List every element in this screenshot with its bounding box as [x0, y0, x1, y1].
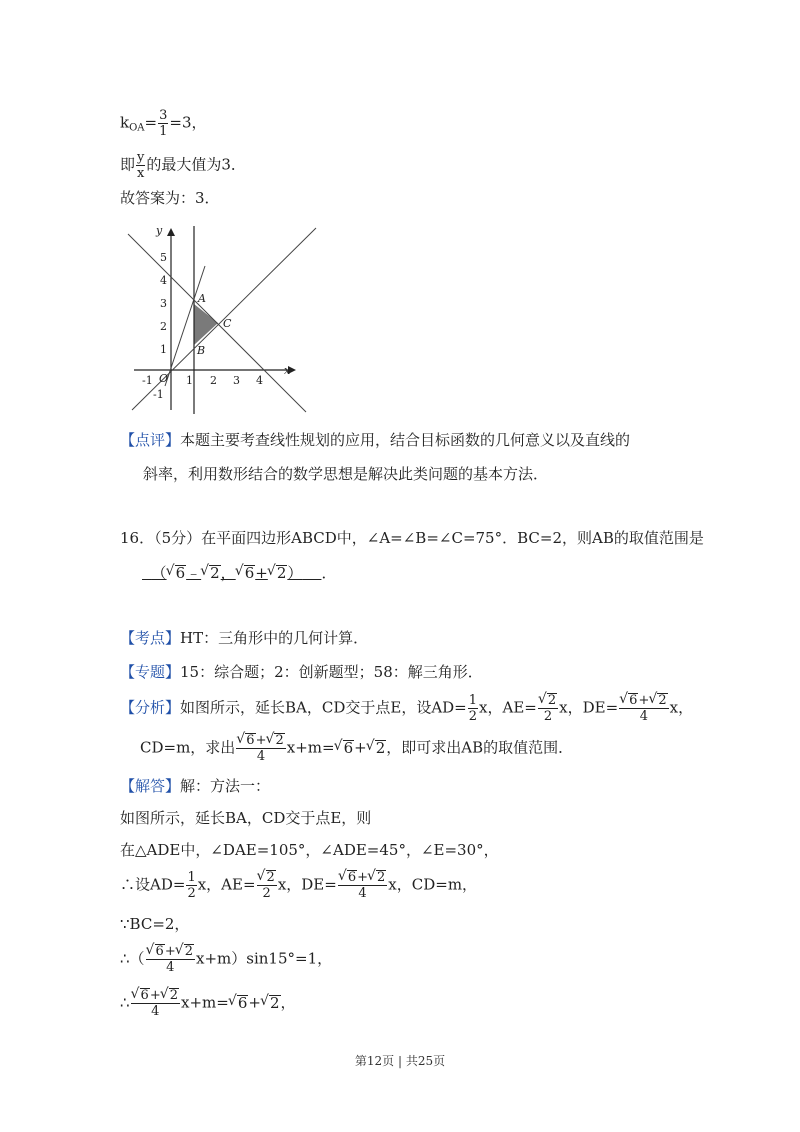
review-line-1 [120, 430, 630, 450]
q16-answer [142, 563, 336, 583]
page-footer: 第12页 | 共25页 [354, 1054, 446, 1068]
y-tick: 2 [160, 320, 167, 333]
plus: + [149, 988, 161, 1003]
sqrt-2: √ 2 [274, 733, 284, 748]
text: x+m= [181, 993, 229, 1012]
answer-blank [142, 564, 321, 582]
comma: ， [220, 564, 236, 582]
zhuanti-tag: 【专题】 [120, 663, 181, 681]
num [146, 944, 195, 960]
sqrt-6: √ 6 [245, 733, 255, 748]
frac-r2-2 [538, 693, 558, 724]
text: x，AE= [479, 698, 537, 717]
solution-line-6 [120, 988, 296, 1019]
x-axis-label: x [284, 364, 291, 377]
y-axis-label: y [156, 224, 163, 237]
solution-line-2: 在△ADE中，∠DAE=105°，∠ADE=45°，∠E=30°， [120, 841, 499, 859]
den: 4 [358, 886, 367, 901]
frac-1-2 [186, 870, 196, 901]
max-value-line [120, 150, 246, 181]
k-frac [158, 108, 168, 139]
den: 2 [187, 886, 196, 901]
x-tick: 2 [210, 374, 217, 387]
num: 1 [468, 693, 478, 708]
sqrt-2: √ 2 [276, 565, 288, 580]
solution-line-1: 如图所示，延长BA，CD交于点E，则 [120, 809, 372, 827]
sqrt-6: √ 6 [347, 870, 357, 885]
den: 2 [543, 709, 553, 724]
text: CD=m，求出 [140, 738, 236, 757]
sqrt-2: √ 2 [169, 988, 179, 1003]
plus: + [255, 564, 268, 582]
plus: + [248, 993, 261, 1012]
point-c-label: C [223, 317, 232, 330]
q16-stem: 16．（5分）在平面四边形ABCD中，∠A=∠B=∠C=75°．BC=2，则AB的取值范围是 [120, 529, 704, 547]
review-text: 本题主要考查线性规划的应用，结合目标函数的几何意义以及直线的 [180, 431, 631, 449]
point-a-label: A [198, 292, 206, 305]
sqrt-6: √ 6 [244, 565, 256, 580]
sqrt-6: √ 6 [140, 988, 150, 1003]
frac-1-2 [468, 693, 478, 724]
frac-r6r2-4 [619, 693, 668, 724]
sqrt-6: √ 6 [175, 565, 187, 580]
fenxi-line-1 [120, 693, 693, 724]
plus: + [354, 738, 367, 757]
den: x [137, 166, 145, 181]
den: 2 [262, 886, 271, 901]
plus: + [164, 944, 176, 959]
frac-r6r2-4 [146, 944, 195, 975]
x-tick: -1 [142, 374, 153, 387]
review-line-2: 斜率，利用数形结合的数学思想是解决此类问题的基本方法． [143, 465, 549, 483]
den: 1 [159, 124, 168, 139]
num: 3 [159, 108, 168, 123]
period: ． [321, 564, 337, 582]
text: x，DE= [559, 698, 619, 717]
num: y [137, 150, 145, 165]
den: 4 [166, 960, 175, 975]
sqrt-2: √ 2 [547, 693, 557, 708]
solution-line-5 [120, 944, 332, 975]
num [131, 988, 180, 1004]
text: x， [669, 698, 694, 717]
sqrt-2: √ 2 [184, 944, 194, 959]
solution-line-4: ∵BC=2， [120, 915, 190, 933]
zhuanti-text: 15：综合题；2：创新题型；58：解三角形． [180, 663, 483, 681]
fenxi-tag: 【分析】 [120, 698, 181, 717]
jieda-line [120, 776, 270, 796]
yx-frac [136, 150, 145, 181]
text: x，CD=m， [388, 875, 478, 894]
y-arrow [167, 228, 175, 236]
answer-line: 故答案为：3． [120, 189, 220, 207]
text: ，即可求出AB的取值范围． [386, 738, 574, 757]
sqrt-2: √ 2 [375, 740, 387, 755]
num [236, 733, 285, 749]
plus: + [255, 733, 267, 748]
suffix: 的最大值为3． [146, 155, 246, 174]
kaodian-tag: 【考点】 [120, 629, 181, 647]
sqrt-6: √ 6 [343, 740, 355, 755]
kaodian-line [120, 628, 368, 648]
den: 2 [468, 709, 478, 724]
sqrt-2: √ 2 [657, 693, 667, 708]
plus: + [357, 870, 369, 885]
den: 4 [151, 1004, 160, 1019]
text: ∴设AD= [120, 875, 186, 894]
text: ∴（ [120, 949, 145, 968]
frac-r2-2 [257, 870, 277, 901]
origin-label: O [159, 372, 169, 385]
eq: = [144, 113, 158, 132]
sqrt-2: √ 2 [269, 995, 281, 1010]
num [338, 870, 387, 886]
plus: + [638, 693, 650, 708]
y-tick: 1 [160, 343, 167, 356]
prefix: 即 [120, 155, 136, 174]
y-tick: 5 [160, 251, 167, 264]
sqrt-6: √ 6 [155, 944, 165, 959]
zhuanti-line [120, 662, 483, 682]
text: 如图所示，延长BA，CD交于点E，设AD= [180, 698, 467, 717]
y-tick: 3 [160, 297, 167, 310]
text: x，DE= [277, 875, 337, 894]
k-result: =3， [169, 113, 207, 132]
sqrt-2: √ 2 [209, 565, 221, 580]
frac-r6r2-4 [236, 733, 285, 764]
feasible-region-graph [120, 222, 325, 417]
text: ， [280, 993, 296, 1012]
kaodian-text: HT：三角形中的几何计算． [180, 629, 369, 647]
x-tick: 1 [186, 374, 193, 387]
y-tick: -1 [153, 388, 164, 401]
k-label: k [120, 113, 130, 132]
sqrt-2: √ 2 [376, 870, 386, 885]
jieda-intro: 解：方法一： [180, 777, 271, 795]
line-descending [128, 234, 306, 412]
k-sub: OA [129, 122, 145, 134]
x-tick: 3 [233, 374, 240, 387]
feasible-region [194, 304, 218, 345]
frac-r6r2-4 [131, 988, 180, 1019]
y-tick: 4 [160, 274, 167, 287]
text: x+m）sin15°=1， [196, 949, 333, 968]
sqrt-6: √ 6 [237, 995, 249, 1010]
paren-open: （ [151, 564, 167, 582]
text: x+m= [286, 738, 335, 757]
num [619, 693, 668, 709]
den: 4 [256, 749, 266, 764]
fenxi-line-2 [140, 733, 573, 764]
num: 1 [187, 870, 196, 885]
jieda-tag: 【解答】 [120, 777, 181, 795]
review-tag: 【点评】 [120, 431, 181, 449]
den: 4 [639, 709, 649, 724]
num [538, 693, 558, 709]
paren-close: ） [287, 564, 303, 582]
sqrt-6: √ 6 [628, 693, 638, 708]
k-oa-line [120, 108, 207, 139]
frac-r6r2-4 [338, 870, 387, 901]
num [257, 870, 277, 886]
text: x，AE= [197, 875, 256, 894]
x-tick: 4 [256, 374, 263, 387]
text: ∴ [120, 993, 130, 1012]
minus: ﹣ [186, 564, 202, 582]
point-b-label: B [197, 344, 206, 357]
solution-line-3 [120, 870, 477, 901]
sqrt-2: √ 2 [266, 870, 276, 885]
